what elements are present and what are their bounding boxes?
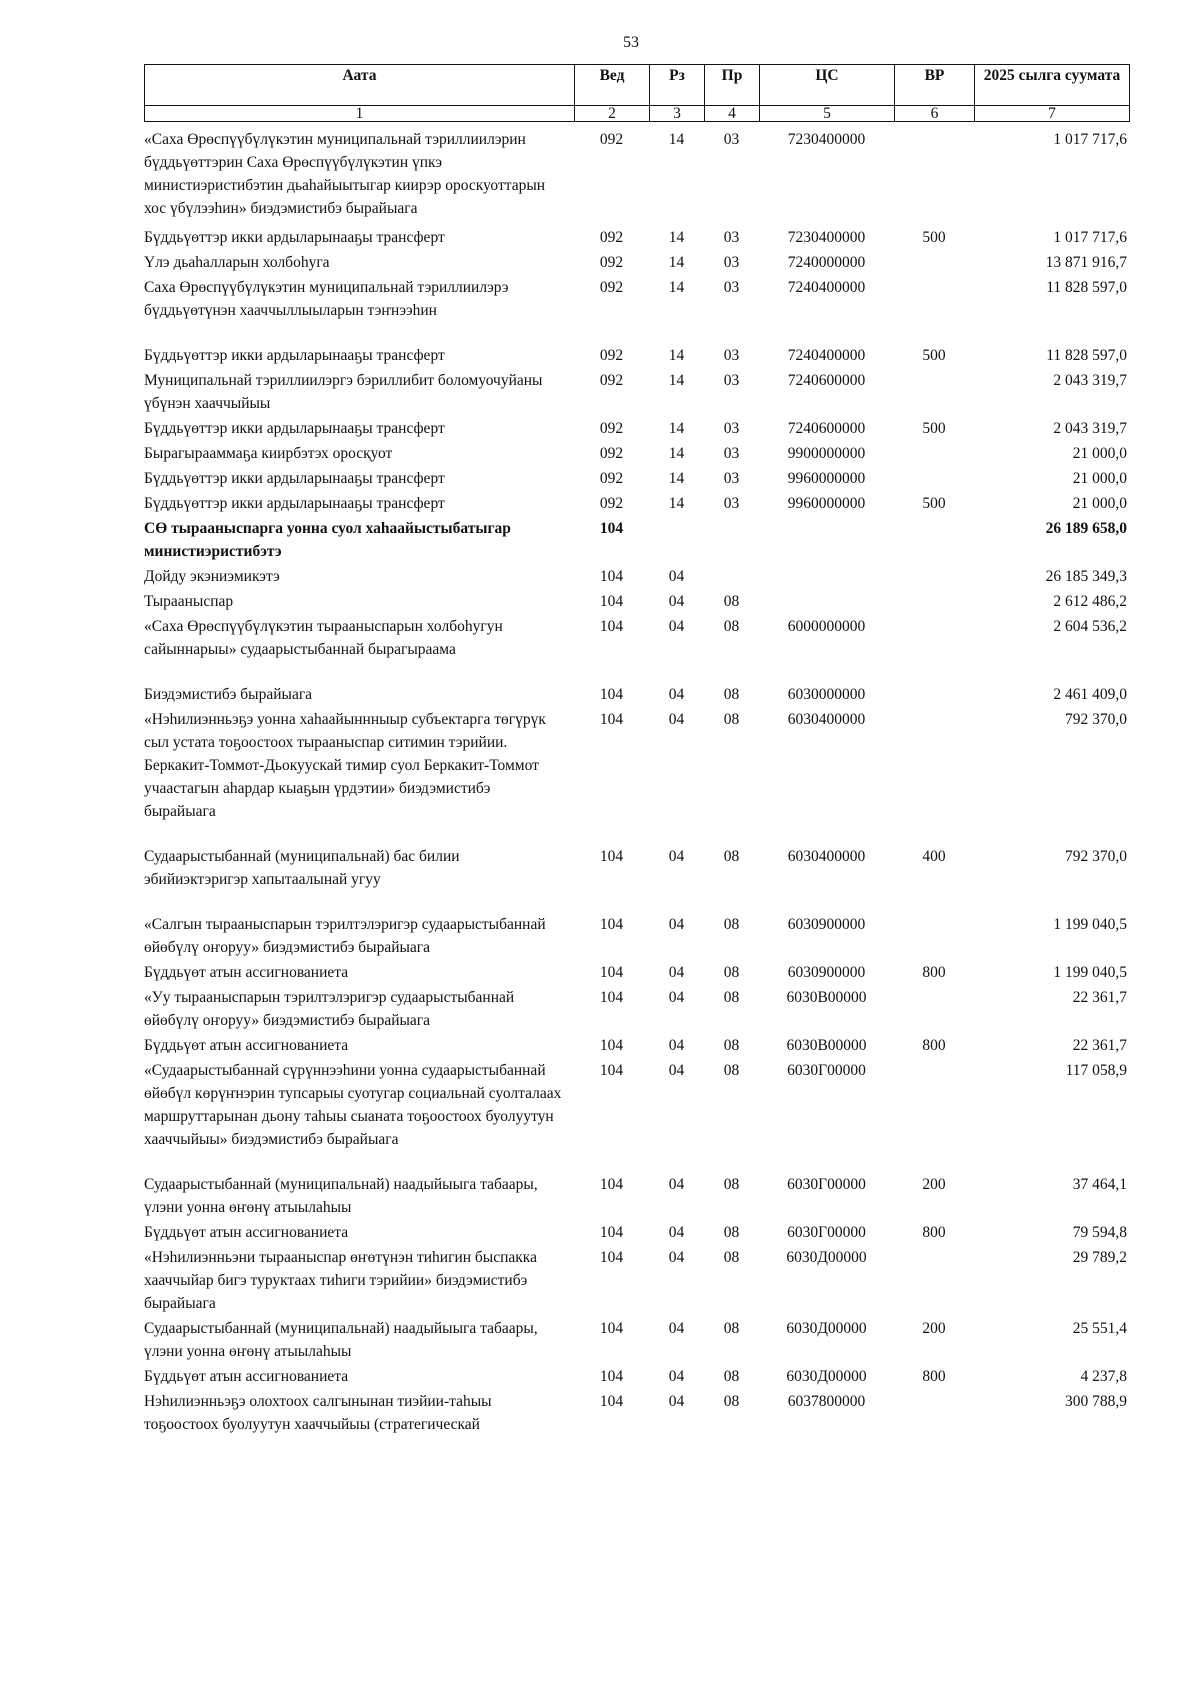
table-row bbox=[144, 369, 1129, 417]
row-rz: 04 bbox=[668, 1393, 685, 1410]
row-vr bbox=[894, 565, 974, 590]
header-rz: Рз bbox=[650, 65, 705, 106]
row-vr: 800 bbox=[922, 1037, 946, 1054]
row-cs: 9960000000 bbox=[787, 495, 866, 512]
row-sum: 792 370,0 bbox=[1065, 711, 1127, 728]
row-cs: 9900000000 bbox=[787, 445, 866, 462]
table-row bbox=[144, 226, 1129, 251]
row-name: Бүддьүөттэр икки ардыларынааҕы трансферт bbox=[144, 495, 445, 512]
row-name: Судаарыстыбаннай (муниципальнай) бас билии эбийиэктэригэр хапытаалынай угуу bbox=[144, 848, 460, 888]
row-sum: 11 828 597,0 bbox=[1046, 279, 1127, 296]
row-name: «Салгын тырааныспарын тэрилтэлэригэр судаарыстыбаннай өйөбүлү оҥоруу» биэдэмистибэ бырайыага bbox=[144, 916, 546, 956]
row-sum: 21 000,0 bbox=[1072, 445, 1127, 462]
row-cs: 6030Г00000 bbox=[787, 1062, 866, 1079]
row-name: Бырагырааммаҕа киирбэтэх оросқуот bbox=[144, 445, 393, 462]
row-cs: 6030Д00000 bbox=[786, 1320, 867, 1337]
row-name: Биэдэмистибэ бырайыага bbox=[144, 686, 313, 703]
row-rz: 14 bbox=[668, 420, 685, 437]
table-row bbox=[144, 344, 1129, 369]
table-row bbox=[144, 1173, 1129, 1221]
row-pr: 03 bbox=[723, 131, 740, 148]
row-ved: 092 bbox=[599, 445, 624, 462]
row-name: Нэһилиэнньэҕэ олохтоох салгынынан тиэйии-таһыы тоҕоостоох буолуутун хааччыйыы (стратегическай bbox=[144, 1393, 492, 1433]
row-vr: 800 bbox=[922, 964, 946, 981]
row-vr bbox=[894, 1059, 974, 1173]
row-ved: 092 bbox=[599, 279, 624, 296]
table-row bbox=[144, 276, 1129, 344]
row-name: Бүддьүөттэр икки ардыларынааҕы трансферт bbox=[144, 420, 445, 437]
row-rz: 14 bbox=[668, 495, 685, 512]
row-pr: 08 bbox=[723, 1176, 740, 1193]
row-pr: 03 bbox=[723, 445, 740, 462]
row-name: Бүддьүөт атын ассигнованиета bbox=[144, 1224, 349, 1241]
row-sum: 22 361,7 bbox=[1072, 989, 1127, 1006]
row-name: Тырааныспар bbox=[144, 593, 234, 610]
header-number-1: 1 bbox=[145, 106, 575, 122]
row-rz: 14 bbox=[668, 131, 685, 148]
row-ved: 104 bbox=[599, 989, 624, 1006]
row-pr: 08 bbox=[723, 848, 740, 865]
table-row bbox=[144, 590, 1129, 615]
row-name: Бүддьүөттэр икки ардыларынааҕы трансферт bbox=[144, 347, 445, 364]
row-pr: 03 bbox=[723, 229, 740, 246]
row-rz: 14 bbox=[668, 229, 685, 246]
row-sum: 2 043 319,7 bbox=[1053, 420, 1127, 437]
row-ved: 104 bbox=[599, 1368, 624, 1385]
row-ved: 104 bbox=[599, 593, 624, 610]
table-row bbox=[144, 1390, 1129, 1436]
row-pr: 08 bbox=[723, 989, 740, 1006]
row-sum: 11 828 597,0 bbox=[1046, 347, 1127, 364]
row-sum: 2 612 486,2 bbox=[1053, 593, 1127, 610]
table-row bbox=[144, 683, 1129, 708]
row-sum: 1 199 040,5 bbox=[1053, 916, 1127, 933]
row-pr: 08 bbox=[723, 964, 740, 981]
row-ved: 104 bbox=[599, 1037, 624, 1054]
row-vr: 400 bbox=[922, 848, 946, 865]
table-row bbox=[144, 986, 1129, 1034]
row-cs: 9960000000 bbox=[787, 470, 866, 487]
row-vr: 800 bbox=[922, 1224, 946, 1241]
row-rz: 04 bbox=[668, 964, 685, 981]
row-rz: 04 bbox=[668, 1062, 685, 1079]
row-vr: 500 bbox=[922, 420, 946, 437]
row-ved: 092 bbox=[599, 131, 624, 148]
row-name: Бүддьүөт атын ассигнованиета bbox=[144, 1368, 349, 1385]
row-name: «Уу тырааныспарын тэрилтэлэригэр судаарыстыбаннай өйөбүлү оҥоруу» биэдэмистибэ бырайыага bbox=[144, 989, 515, 1029]
row-vr: 200 bbox=[922, 1176, 946, 1193]
row-pr: 08 bbox=[723, 916, 740, 933]
row-sum: 300 788,9 bbox=[1065, 1393, 1127, 1410]
table-row bbox=[144, 615, 1129, 683]
row-vr: 500 bbox=[922, 229, 946, 246]
row-sum: 4 237,8 bbox=[1080, 1368, 1127, 1385]
row-vr bbox=[894, 517, 974, 565]
row-name: Судаарыстыбаннай (муниципальнай) наадыйыыга табаары, үлэни уонна өҥөнү атыылаһыы bbox=[144, 1176, 538, 1216]
row-ved: 104 bbox=[599, 848, 624, 865]
row-sum: 26 185 349,3 bbox=[1045, 568, 1127, 585]
row-ved: 092 bbox=[599, 470, 624, 487]
row-ved: 092 bbox=[599, 372, 624, 389]
row-ved: 092 bbox=[599, 229, 624, 246]
header-number-3: 3 bbox=[650, 106, 705, 122]
row-sum: 25 551,4 bbox=[1072, 1320, 1127, 1337]
table-row bbox=[144, 517, 1129, 565]
row-sum: 2 461 409,0 bbox=[1053, 686, 1127, 703]
row-sum: 1 017 717,6 bbox=[1053, 131, 1127, 148]
row-cs: 6030Г00000 bbox=[787, 1176, 866, 1193]
row-cs: 7240400000 bbox=[787, 279, 866, 296]
row-sum: 22 361,7 bbox=[1072, 1037, 1127, 1054]
row-rz: 04 bbox=[668, 1320, 685, 1337]
row-pr: 03 bbox=[723, 372, 740, 389]
row-vr bbox=[894, 986, 974, 1034]
row-cs: 6030Г00000 bbox=[787, 1224, 866, 1241]
row-pr: 08 bbox=[723, 593, 740, 610]
row-vr bbox=[894, 683, 974, 708]
row-pr bbox=[704, 565, 759, 590]
row-cs: 7230400000 bbox=[787, 229, 866, 246]
row-pr: 03 bbox=[723, 279, 740, 296]
row-vr bbox=[894, 913, 974, 961]
row-pr: 08 bbox=[723, 1224, 740, 1241]
row-name: «Судаарыстыбаннай сүрүннээһини уонна судаарыстыбаннай өйөбүл көрүҥнэрин тупсарыы суотугар социальнай суолталаах маршруттарынан дьону таһыы сыаната тоҕоостоох буолуутун хааччыйыы» биэдэмистибэ бырайыага bbox=[144, 1062, 562, 1148]
row-cs: 7240000000 bbox=[787, 254, 866, 271]
row-ved: 104 bbox=[599, 568, 624, 585]
table-row bbox=[144, 1034, 1129, 1059]
table-body bbox=[144, 128, 1129, 1436]
table-row bbox=[144, 913, 1129, 961]
row-sum: 1 199 040,5 bbox=[1053, 964, 1127, 981]
row-pr: 08 bbox=[723, 711, 740, 728]
row-rz: 14 bbox=[668, 347, 685, 364]
row-ved: 104 bbox=[599, 520, 624, 537]
header-sum: 2025 сылга суумата bbox=[975, 65, 1130, 106]
row-pr: 08 bbox=[723, 686, 740, 703]
row-ved: 104 bbox=[599, 711, 624, 728]
table-row bbox=[144, 961, 1129, 986]
row-pr: 08 bbox=[723, 1368, 740, 1385]
table-row bbox=[144, 1246, 1129, 1317]
row-cs: 7230400000 bbox=[787, 131, 866, 148]
table-row bbox=[144, 708, 1129, 845]
row-name: Дойду экэниэмикэтэ bbox=[144, 568, 280, 585]
row-cs bbox=[759, 565, 894, 590]
header-name: Аата bbox=[145, 65, 575, 106]
row-rz: 04 bbox=[668, 568, 685, 585]
row-name: «Нэһилиэнньэҕэ уонна хаһаайыннныыр субъектарга төгүрүк сыл устата тоҕоостоох тырааныспар ситимин тэрийии. Беркакит-Томмот-Дьокуускай тимир суол Беркакит-Томмот учаастагын аһардар кыаҕын үрдэтии» биэдэмистибэ бырайыага bbox=[144, 711, 546, 820]
row-pr: 03 bbox=[723, 347, 740, 364]
row-name: Муниципальнай тэриллиилэргэ бэриллибит боломуочуйаны үбүнэн хааччыйыы bbox=[144, 372, 543, 412]
row-pr: 08 bbox=[723, 1249, 740, 1266]
row-cs: 6037800000 bbox=[787, 1393, 866, 1410]
row-pr: 08 bbox=[723, 1320, 740, 1337]
row-pr: 08 bbox=[723, 1393, 740, 1410]
row-pr: 03 bbox=[723, 495, 740, 512]
row-rz: 14 bbox=[668, 254, 685, 271]
header-cs: ЦС bbox=[760, 65, 895, 106]
row-ved: 092 bbox=[599, 347, 624, 364]
row-cs: 6030Д00000 bbox=[786, 1249, 867, 1266]
row-sum: 13 871 916,7 bbox=[1045, 254, 1127, 271]
table-row bbox=[144, 492, 1129, 517]
row-name: Судаарыстыбаннай (муниципальнай) наадыйыыга табаары, үлэни уонна өҥөнү атыылаһыы bbox=[144, 1320, 538, 1360]
header-ved: Вед bbox=[575, 65, 650, 106]
row-sum: 2 604 536,2 bbox=[1053, 618, 1127, 635]
row-ved: 104 bbox=[599, 1062, 624, 1079]
table-row bbox=[144, 467, 1129, 492]
row-sum: 1 017 717,6 bbox=[1053, 229, 1127, 246]
row-name: Саха Өрөспүүбүлүкэтин муниципальнай тэриллиилэрэ бүддьүөтүнэн хааччыллыыларын тэҥнээһин bbox=[144, 279, 509, 319]
row-rz: 04 bbox=[668, 1176, 685, 1193]
header-number-7: 7 bbox=[975, 106, 1130, 122]
table-row bbox=[144, 1365, 1129, 1390]
row-ved: 104 bbox=[599, 1176, 624, 1193]
row-ved: 104 bbox=[599, 1249, 624, 1266]
row-name: Бүддьүөттэр икки ардыларынааҕы трансферт bbox=[144, 470, 445, 487]
header-number-4: 4 bbox=[705, 106, 760, 122]
row-rz: 14 bbox=[668, 470, 685, 487]
row-ved: 092 bbox=[599, 495, 624, 512]
row-pr bbox=[704, 517, 759, 565]
header-pr: Пр bbox=[705, 65, 760, 106]
row-cs: 6000000000 bbox=[787, 618, 866, 635]
header-number-6: 6 bbox=[895, 106, 975, 122]
header-number-5: 5 bbox=[760, 106, 895, 122]
budget-table bbox=[144, 128, 1129, 1436]
row-vr bbox=[894, 369, 974, 417]
row-rz: 04 bbox=[668, 916, 685, 933]
row-rz bbox=[649, 517, 704, 565]
row-vr: 800 bbox=[922, 1368, 946, 1385]
row-vr bbox=[894, 1246, 974, 1317]
row-vr bbox=[894, 467, 974, 492]
row-vr bbox=[894, 590, 974, 615]
row-cs: 6030900000 bbox=[787, 916, 866, 933]
row-pr: 08 bbox=[723, 618, 740, 635]
row-cs: 6030400000 bbox=[787, 848, 866, 865]
table-row bbox=[144, 251, 1129, 276]
row-cs: 6030В00000 bbox=[786, 989, 867, 1006]
row-rz: 04 bbox=[668, 686, 685, 703]
row-rz: 14 bbox=[668, 372, 685, 389]
row-cs: 6030400000 bbox=[787, 711, 866, 728]
header-vr: ВР bbox=[895, 65, 975, 106]
row-vr: 500 bbox=[922, 495, 946, 512]
row-ved: 104 bbox=[599, 686, 624, 703]
table-row bbox=[144, 845, 1129, 913]
row-ved: 104 bbox=[599, 964, 624, 981]
row-name: «Нэһилиэнньэни тырааныспар өҥөтүнэн тиһигин быспакка хааччыйар бигэ туруктаах тиһиги тэрийии» биэдэмистибэ бырайыага bbox=[144, 1249, 537, 1312]
row-sum: 792 370,0 bbox=[1065, 848, 1127, 865]
table-row bbox=[144, 1317, 1129, 1365]
row-ved: 104 bbox=[599, 916, 624, 933]
row-sum: 37 464,1 bbox=[1072, 1176, 1127, 1193]
row-pr: 03 bbox=[723, 470, 740, 487]
row-sum: 26 189 658,0 bbox=[1045, 520, 1127, 537]
table-header bbox=[144, 64, 1130, 122]
row-cs: 6030900000 bbox=[787, 964, 866, 981]
row-cs bbox=[759, 517, 894, 565]
table-row bbox=[144, 1221, 1129, 1246]
row-cs: 7240600000 bbox=[787, 372, 866, 389]
row-vr bbox=[894, 708, 974, 845]
row-ved: 092 bbox=[599, 254, 624, 271]
row-vr bbox=[894, 442, 974, 467]
row-rz: 04 bbox=[668, 1368, 685, 1385]
row-name: Бүддьүөт атын ассигнованиета bbox=[144, 964, 349, 981]
row-name: «Саха Өрөспүүбүлүкэтин тырааныспарын холбоһугун сайыннарыы» судаарыстыбаннай бырагыраама bbox=[144, 618, 503, 658]
row-cs: 7240400000 bbox=[787, 347, 866, 364]
row-rz: 04 bbox=[668, 593, 685, 610]
row-vr bbox=[894, 251, 974, 276]
row-name: Бүддьүөт атын ассигнованиета bbox=[144, 1037, 349, 1054]
row-sum: 79 594,8 bbox=[1072, 1224, 1127, 1241]
row-name: СӨ тырааныспарга уонна суол хаһаайыстыбатыгар министиэристибэтэ bbox=[144, 520, 511, 560]
row-name: Үлэ дьаһалларын холбоһуга bbox=[144, 254, 330, 271]
table-row bbox=[144, 1059, 1129, 1173]
row-ved: 104 bbox=[599, 1320, 624, 1337]
row-sum: 29 789,2 bbox=[1072, 1249, 1127, 1266]
row-ved: 092 bbox=[599, 420, 624, 437]
table-row bbox=[144, 417, 1129, 442]
row-vr: 200 bbox=[922, 1320, 946, 1337]
row-rz: 14 bbox=[668, 445, 685, 462]
row-sum: 2 043 319,7 bbox=[1053, 372, 1127, 389]
table-row bbox=[144, 128, 1129, 226]
row-vr bbox=[894, 276, 974, 344]
row-pr: 08 bbox=[723, 1037, 740, 1054]
row-name: Бүддьүөттэр икки ардыларынааҕы трансферт bbox=[144, 229, 445, 246]
row-rz: 04 bbox=[668, 618, 685, 635]
row-name: «Саха Өрөспүүбүлүкэтин муниципальнай тэриллиилэрин бүддьүөттэрин Саха Өрөспүүбүлүкэтин үпкэ министиэристибэтин дьаһайыытыгар киирэр ороскуоттарын хос үбүлээһин» биэдэмистибэ бырайыага bbox=[144, 131, 546, 217]
row-cs bbox=[759, 590, 894, 615]
row-vr bbox=[894, 128, 974, 226]
row-ved: 104 bbox=[599, 618, 624, 635]
row-vr: 500 bbox=[922, 347, 946, 364]
row-sum: 21 000,0 bbox=[1072, 470, 1127, 487]
row-rz: 04 bbox=[668, 1037, 685, 1054]
header-number-2: 2 bbox=[575, 106, 650, 122]
row-cs: 6030Д00000 bbox=[786, 1368, 867, 1385]
row-pr: 03 bbox=[723, 420, 740, 437]
row-rz: 04 bbox=[668, 848, 685, 865]
row-ved: 104 bbox=[599, 1224, 624, 1241]
row-vr bbox=[894, 615, 974, 683]
row-rz: 04 bbox=[668, 989, 685, 1006]
row-rz: 04 bbox=[668, 1249, 685, 1266]
row-vr bbox=[894, 1390, 974, 1436]
row-rz: 04 bbox=[668, 711, 685, 728]
row-pr: 08 bbox=[723, 1062, 740, 1079]
row-cs: 6030В00000 bbox=[786, 1037, 867, 1054]
row-sum: 117 058,9 bbox=[1065, 1062, 1127, 1079]
page-number: 53 bbox=[623, 34, 639, 51]
row-ved: 104 bbox=[599, 1393, 624, 1410]
row-cs: 7240600000 bbox=[787, 420, 866, 437]
table-row bbox=[144, 442, 1129, 467]
row-pr: 03 bbox=[723, 254, 740, 271]
row-rz: 04 bbox=[668, 1224, 685, 1241]
row-sum: 21 000,0 bbox=[1072, 495, 1127, 512]
table-row bbox=[144, 565, 1129, 590]
row-cs: 6030000000 bbox=[787, 686, 866, 703]
row-rz: 14 bbox=[668, 279, 685, 296]
